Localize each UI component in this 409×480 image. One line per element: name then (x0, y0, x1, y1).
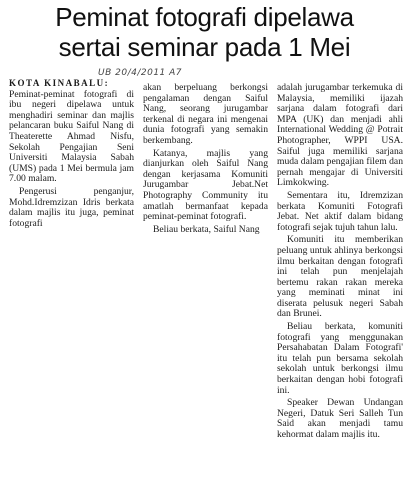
handwritten-date-note: UB 20/4/2011 A7 (98, 68, 183, 78)
paragraph: Pengerusi penganjur, Mohd.Idremzizan Idris berkata dalam majlis itu juga, peminat fotografi (9, 185, 134, 229)
paragraph (9, 78, 134, 185)
dateline: KOTA KINABALU: (9, 78, 110, 88)
paragraph: Katanya, majlis yang dianjurkan oleh Saiful Nang dengan kerjasama Komuniti Jurugambar Jebat.Net Photography Community itu amatlah bermanfaat kepada peminat-peminat fotografi. (143, 147, 268, 223)
headline-line-1: Peminat fotografi dipelawa (55, 2, 354, 32)
article-column-2 (143, 83, 268, 235)
paragraph-text: Peminat-peminat fotografi di ibu negeri dipelawa untuk menghadiri seminar dan majlis pelancaran buku Saiful Nang di Theaterette Ahmad Nisfu, Sekolah Pengajian Seni Universiti Malaysia Sabah (UMS) pada 1 Mei bermula jam 7.00 malam. (9, 88, 134, 185)
headline-line-2: sertai seminar pada 1 Mei (58, 32, 351, 62)
headline (0, 2, 409, 62)
paragraph: akan berpeluang berkongsi pengalaman dengan Saiful Nang, seorang jurugambar terkenal di negara ini mengenai dunia fotografi yang semakin berkembang. (143, 82, 268, 146)
paragraph: Beliau berkata, Saiful Nang (153, 223, 260, 235)
paragraph: Speaker Dewan Undangan Negeri, Datuk Seri Salleh Tun Said akan menjadi tamu kehormat dalam majlis itu. (277, 397, 403, 440)
article-column-1 (9, 78, 134, 229)
paragraph: Sementara itu, Idremzizan berkata Komuniti Fotografi Jebat. Net aktif dalam bidang fotografi sejak tujuh tahun lalu. (277, 189, 403, 233)
article-column-3 (277, 83, 403, 441)
paragraph: adalah jurugambar terkemuka di Malaysia, memiliki ijazah sarjana dalam fotografi dari MPA (UK) dan menjadi ahli International Wedding @ Potrait Photographer, WPPI USA. Saiful juga memiliki sarjana muda dalam pengajian filem dan pernah mengajar di Universiti Limkokwing. (277, 82, 403, 189)
paragraph: Komuniti itu memberikan peluang untuk ahlinya berkongsi ilmu berkaitan dengan fotografi ini telah pun menjelajah bertemu rakan rakan mereka yang meminati minat ini diserata pelusuk negeri Sabah dan Brunei. (277, 234, 403, 320)
paragraph: Beliau berkata, komuniti fotografi yang menggunakan Persahabatan Dalam Fotografi' itu telah pun bersama sekolah sekolah untuk berkongsi ilmu berkaitan dengan hobi fotografi ini. (277, 321, 403, 396)
